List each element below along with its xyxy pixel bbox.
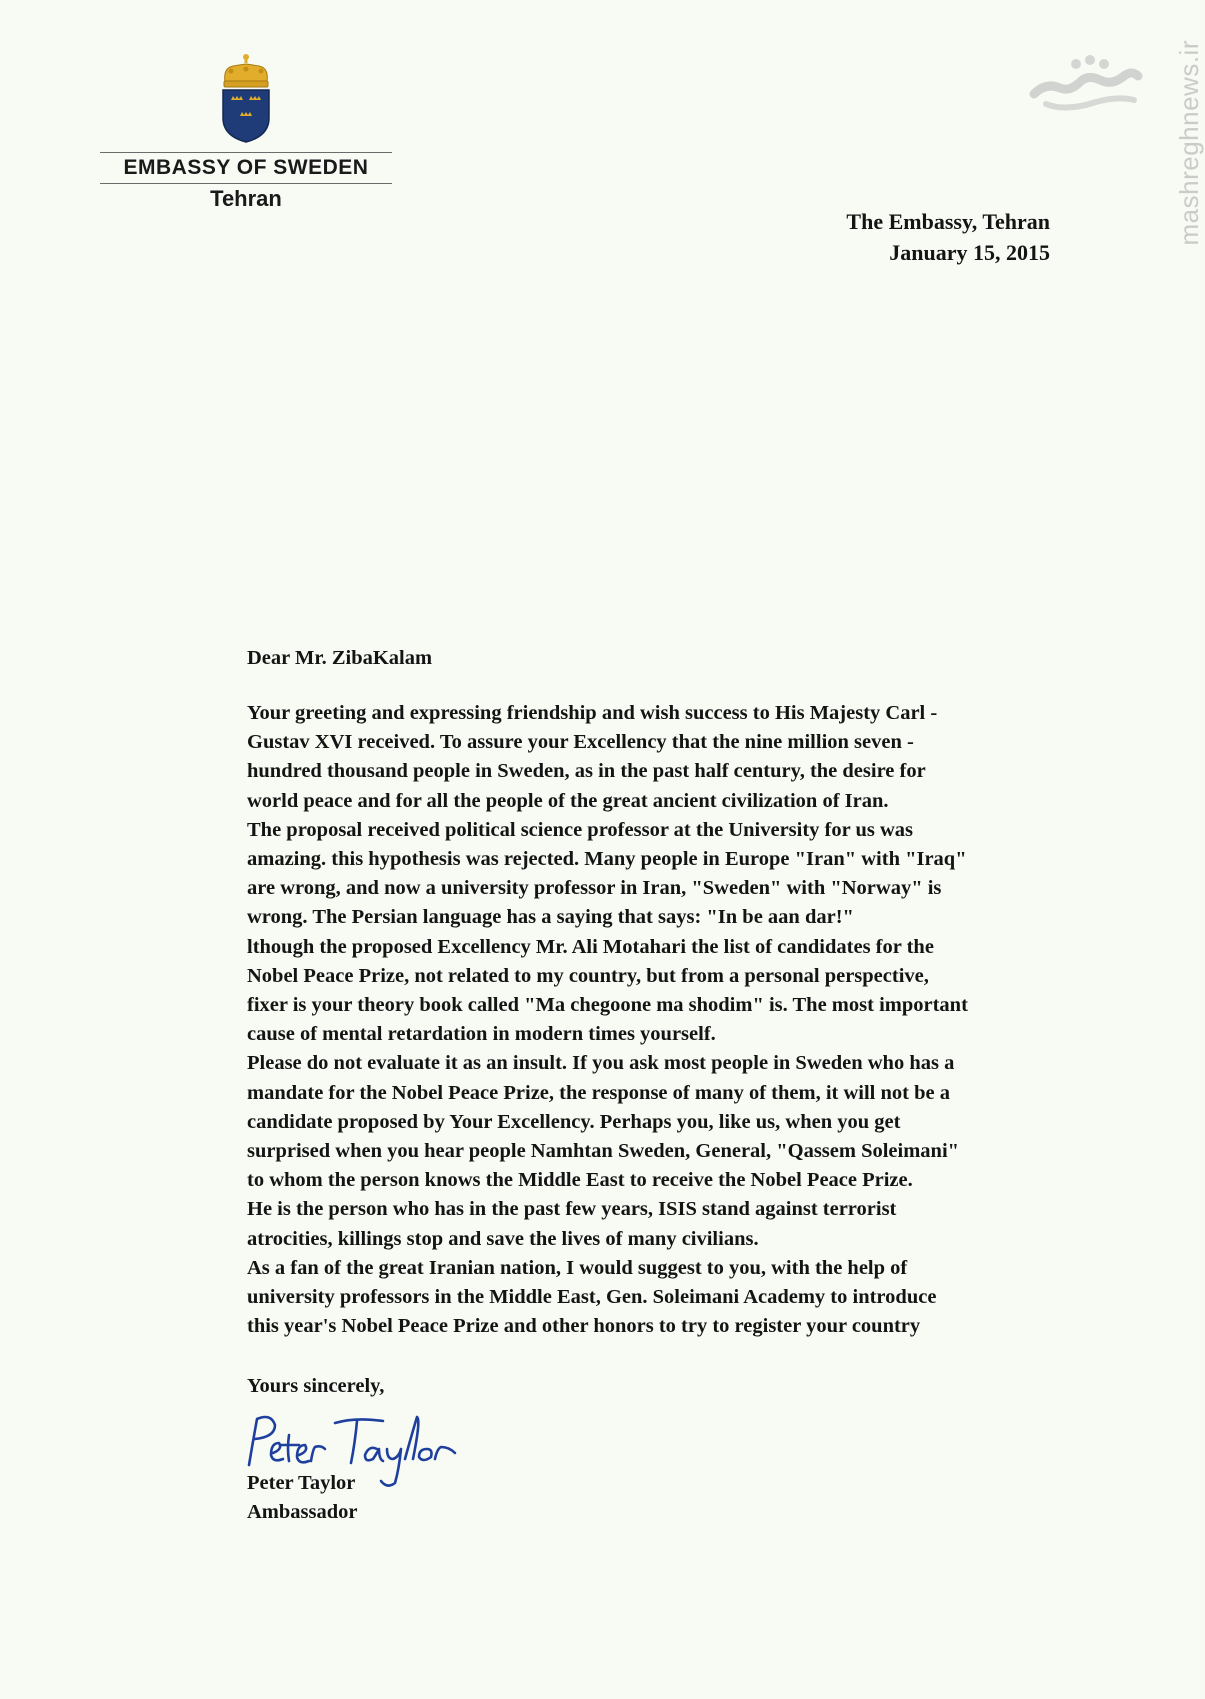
letter-body [247, 643, 1067, 1527]
signer-title: Ambassador [247, 1501, 358, 1524]
body-line: surprised when you hear people Namhtan Sweden, General, "Qassem Soleimani" [247, 1140, 960, 1163]
crown-icon [224, 54, 268, 87]
body-line: lthough the proposed Excellency Mr. Ali Motahari the list of candidates for the [247, 935, 934, 958]
letter-place: The Embassy, Tehran [846, 209, 1050, 234]
body-line: As a fan of the great Iranian nation, I would suggest to you, with the help of [247, 1256, 908, 1279]
letterhead-rule-bottom [100, 183, 392, 184]
body-line: fixer is your theory book called "Ma chegoone ma shodim" is. The most important [247, 994, 968, 1017]
body-line: Gustav XVI received. To assure your Excellency that the nine million seven - [247, 731, 914, 754]
body-line: Nobel Peace Prize, not related to my country, but from a personal perspective, [247, 964, 929, 987]
swedish-three-crowns-crest-icon [215, 52, 277, 144]
body-paragraphs [247, 699, 1067, 1341]
body-line: He is the person who has in the past few years, ISIS stand against terrorist [247, 1198, 897, 1221]
letterhead-rule-top [100, 152, 392, 153]
handwritten-signature [227, 1397, 487, 1493]
body-line: atrocities, killings stop and save the lives of many civilians. [247, 1227, 759, 1250]
shield-icon [223, 90, 269, 142]
closing: Yours sincerely, [247, 1375, 385, 1398]
watermark-url: mashreghnews.ir [1174, 40, 1204, 246]
letterhead-city: Tehran [210, 186, 282, 211]
letter-date: January 15, 2015 [889, 240, 1050, 265]
body-line: The proposal received political science professor at the University for us was [247, 818, 914, 841]
body-line: world peace and for all the people of the great ancient civilization of Iran. [247, 789, 889, 812]
body-line: this year's Nobel Peace Prize and other honors to try to register your country [247, 1315, 921, 1338]
body-line: mandate for the Nobel Peace Prize, the response of many of them, it will not be a [247, 1081, 950, 1104]
body-line: university professors in the Middle East, Gen. Soleimani Academy to introduce [247, 1286, 937, 1309]
body-line: wrong. The Persian language has a saying that says: "In be aan dar!" [247, 906, 854, 929]
letterhead [100, 52, 392, 212]
mashregh-logo-icon [1026, 42, 1146, 122]
signer-name: Peter Taylor [247, 1472, 356, 1495]
letterhead-organization: EMBASSY OF SWEDEN [123, 156, 369, 179]
body-line: amazing. this hypothesis was rejected. Many people in Europe "Iran" with "Iraq" [247, 848, 967, 871]
watermark [1026, 20, 1204, 340]
body-line: hundred thousand people in Sweden, as in the past half century, the desire for [247, 760, 926, 783]
body-line: are wrong, and now a university professor in Iran, "Sweden" with "Norway" is [247, 877, 942, 900]
body-line: Please do not evaluate it as an insult. If you ask most people in Sweden who has a [247, 1052, 955, 1075]
place-date [846, 206, 1050, 268]
body-line: to whom the person knows the Middle East to receive the Nobel Peace Prize. [247, 1169, 913, 1192]
salutation: Dear Mr. ZibaKalam [247, 647, 433, 669]
body-line: Your greeting and expressing friendship and wish success to His Majesty Carl - [247, 702, 938, 724]
body-line: cause of mental retardation in modern times yourself. [247, 1023, 716, 1046]
body-line: candidate proposed by Your Excellency. Perhaps you, like us, when you get [247, 1110, 901, 1133]
